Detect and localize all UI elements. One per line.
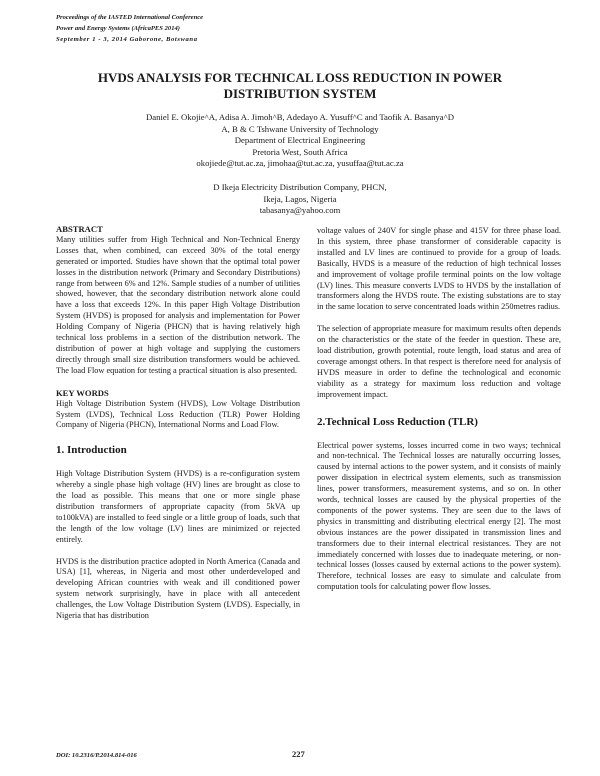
conference-header xyxy=(56,12,203,45)
title-line-2: DISTRIBUTION SYSTEM xyxy=(223,86,377,101)
author-block-2 xyxy=(60,182,540,217)
author-block xyxy=(60,112,540,170)
location: Pretoria West, South Africa xyxy=(252,146,348,157)
intro-paragraph-2: HVDS is the distribution practice adopted in North America (Canada and USA) [1], whereas, in Nigeria and most other underdeveloped and developing African countries with weak and ill conditioned power system network surprisingly, have in place with all antecedent challenges, the Low Voltage Distribution System (LVDS). Especially, in Nigeria that has distribution xyxy=(56,556,300,621)
keywords-heading: KEY WORDS xyxy=(56,387,109,398)
intro-heading: 1. Introduction xyxy=(56,444,127,457)
conference-name: Proceedings of the IASTED International Conference xyxy=(56,14,204,21)
conference-track: Power and Energy Systems (AfricaPES 2014) xyxy=(56,25,180,32)
affiliation-2: D Ikeja Electricity Distribution Company, PHCN, xyxy=(213,182,387,192)
section-2-heading: 2.Technical Loss Reduction (TLR) xyxy=(317,415,478,428)
right-column xyxy=(317,226,561,593)
intro-paragraph-1: High Voltage Distribution System (HVDS) is a re-configuration system whereby a single phase high voltage (HV) lines are brought as close to the load as possible. This means that one or more single phase distribution transformers of appropriate capacity (from 5kVA up to100kVA) are installed to feed single or a little group of loads, such that the length of the low voltage (LV) lines are minimized or rejected entirely. xyxy=(56,469,300,544)
abstract-heading: ABSTRACT xyxy=(56,224,103,234)
author-email-2: tabasanya@yahoo.com xyxy=(259,205,341,215)
right-paragraph-2: The selection of appropriate measure for maximum results often depends on the characteristics or the state of the feeder in question. These are, load distribution, growth potential, route length, load status and area of coverage amongst others. In that respect is therefore need for analysis of HVDS measure in order to define the technological and economic viability as a strategy for maximum loss reduction and voltage improvement impact. xyxy=(317,324,561,399)
affiliation-1: A, B & C Tshwane University of Technology xyxy=(221,123,379,134)
abstract-text: Many utilities suffer from High Technical and Non-Technical Energy Losses that, when combined, can exceed 30% of the total energy generated or imported. Studies have shown that the optimal total power losses in the distribution network (Primary and Secondary Distributions) range from between 6% and 12%. Sample studies of a number of utilities showed, however, that the secondary distribution network alone could have a loss that exceeds 12%. In this paper High Voltage Distribution System (HVDS) is proposed for analysis and implementation for Power Holding Company of Nigeria (PHCN) that is having relatively high technical loss problems in a section of the distribution network. The distribution of power at high voltage and supplying the customers directly through small size distribution transformers would be achieved. The load Flow equation for testing a practical situation is also presented. xyxy=(56,234,300,375)
doi-footer: DOI: 10.2316/P.2014.814-016 xyxy=(56,752,137,759)
right-paragraph-1: voltage values of 240V for single phase and 415V for three phase load. In this system, three phase transformer of considerable capacity is installed and LV lines are continued to provide for a group of loads. Basically, HVDS is a measure of the reduction of high technical losses and improvement of voltage profile terminal points on the low voltage (LV) lines. This measure converts LVDS to HVDS by the installation of transformers along the HVDS route. The existing substations are to stay in the same location to serve concentrated loads within 250metres radius. xyxy=(317,226,561,312)
tlr-paragraph: Electrical power systems, losses incurred come in two ways; technical and non-technical. The Technical losses are naturally occurring losses, caused by internal actions to the power system, and it consists of mainly power dissipation in electrical system elements, such as transmission lines, power transformers, measurement systems, and so on. In other words, technical losses are caused by the physical properties of the components of the power systems. They are seen due to the laws of physics in transmitting and distributing electrical energy [2]. The most obvious instances are the power dissipated in transmission lines and transformers due to their internal electrical resistances. They are not immediately concerned with losses due to inadequate metering, or non-technical losses (losses caused by external actions to the power system). Therefore, technical losses are easy to simulate and calculate from computation tools for calculating power flow losses. xyxy=(317,440,561,592)
page-number: 227 xyxy=(292,749,305,759)
title-line-1: HVDS ANALYSIS FOR TECHNICAL LOSS REDUCTION IN POWER xyxy=(97,70,503,85)
location-2: Ikeja, Lagos, Nigeria xyxy=(263,193,337,204)
author-names: Daniel E. Okojie^A, Adisa A. Jimoh^B, Adedayo A. Yusuff^C and Taofik A. Basanya^D xyxy=(146,112,454,122)
department: Department of Electrical Engineering xyxy=(234,135,366,145)
author-emails: okojiede@tut.ac.za, jimohaa@tut.ac.za, yusuffaa@tut.ac.za xyxy=(196,158,404,168)
left-column xyxy=(56,224,300,622)
conference-date: September 1 - 3, 2014 Gaborone, Botswana xyxy=(56,36,198,43)
paper-title xyxy=(60,70,540,102)
keywords-text: High Voltage Distribution System (HVDS), Low Voltage Distribution System (LVDS), Technical Loss Reduction (TLR) Power Holding Company of Nigeria (PHCN), International Norms and Load Flow. xyxy=(56,398,300,430)
